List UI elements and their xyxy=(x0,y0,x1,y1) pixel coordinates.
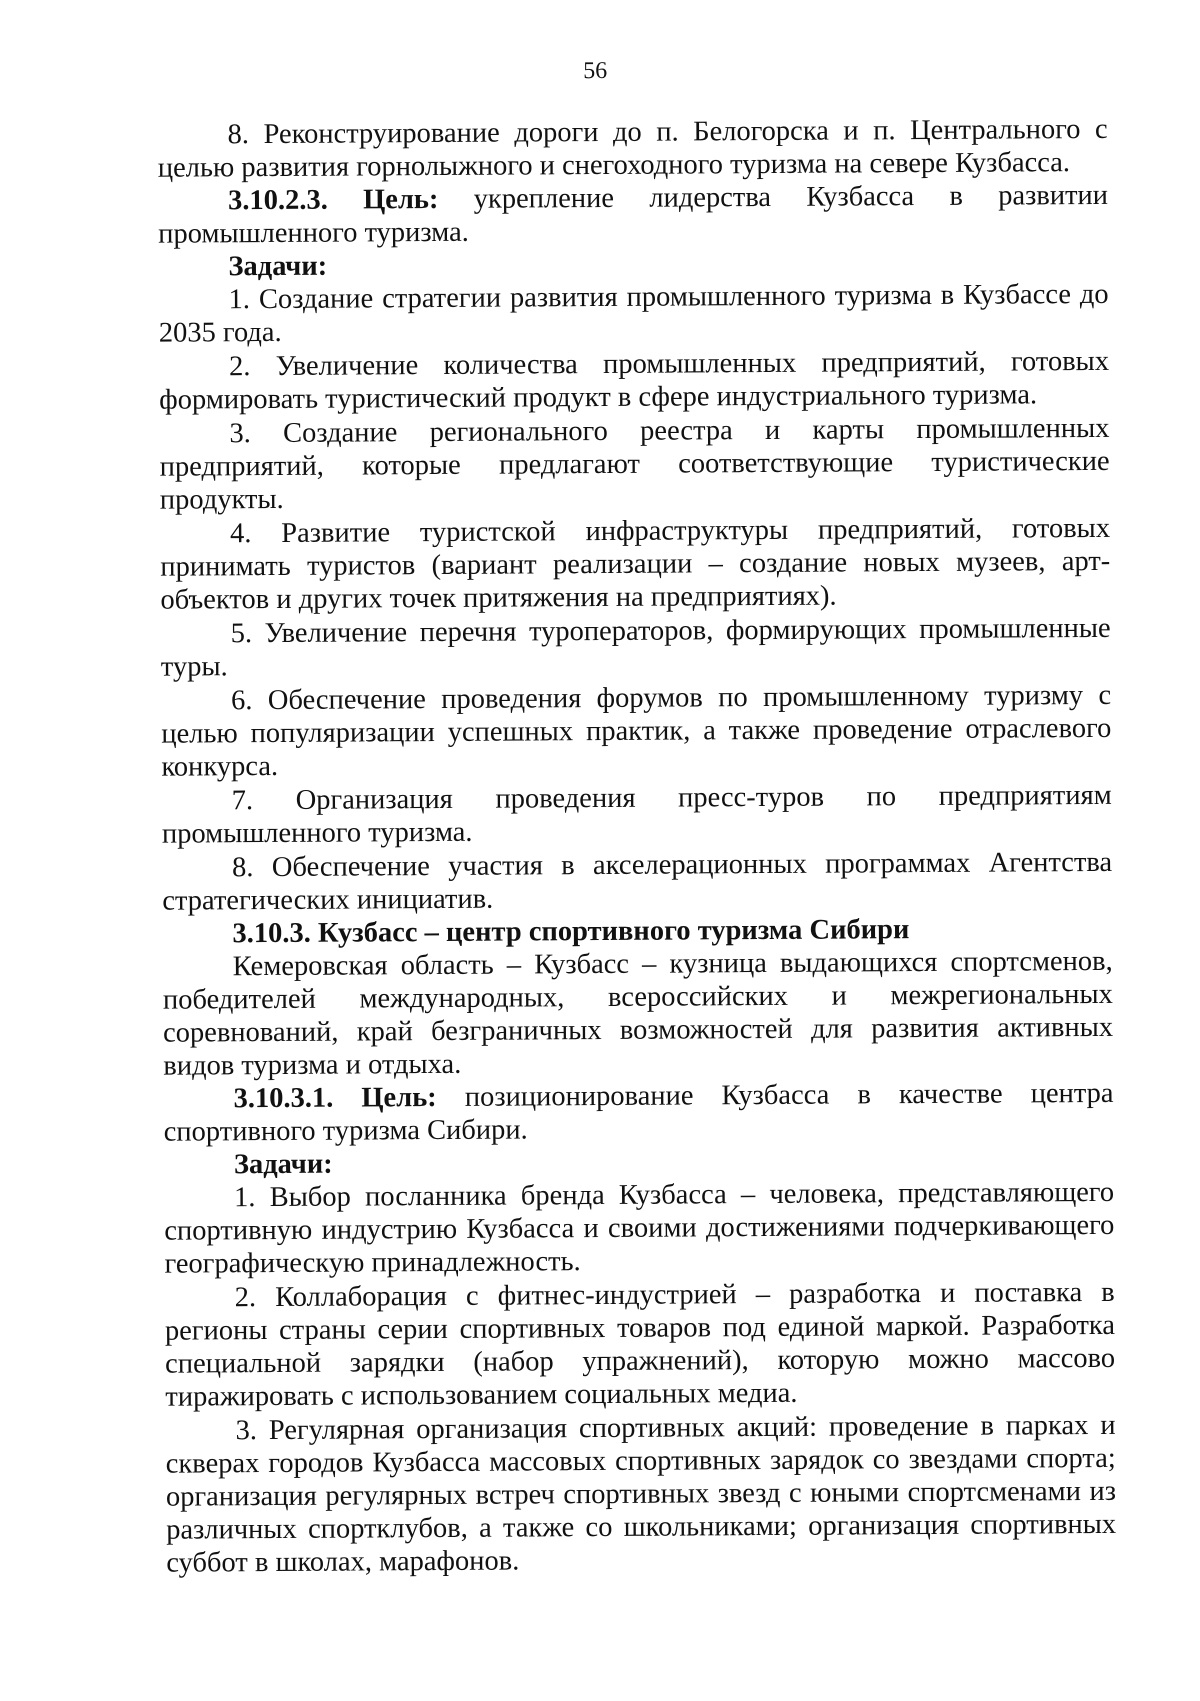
goal-label: Цель: xyxy=(362,183,439,216)
task-item: 1. Выбор посланника бренда Кузбасса – человека, представляющего спортивную индустрию Кузбасса и своими достижениями подчеркивающего географическую принадлежность. xyxy=(164,1176,1115,1280)
task-item: 7. Организация проведения пресс-туров по предприятиям промышленного туризма. xyxy=(161,779,1112,850)
task-item: 8. Обеспечение участия в акселерационных программах Агентства стратегических инициатив. xyxy=(162,846,1113,917)
task-item: 4. Развитие туристской инфраструктуры предприятий, готовых принимать туристов (вариант реализации – создание новых музеев, арт-объектов и других точек притяжения на предприятиях). xyxy=(160,512,1111,616)
goal-number: 3.10.3.1. xyxy=(233,1082,334,1115)
goal-label: Цель: xyxy=(361,1082,437,1114)
goal-3-10-3-1 xyxy=(163,1077,1113,1149)
task-item: 2. Увеличение количества промышленных предприятий, готовых формировать туристический продукт в сфере индустриального туризма. xyxy=(159,345,1110,416)
task-item: 1. Создание стратегии развития промышленного туризма в Кузбассе до 2035 года. xyxy=(158,278,1109,349)
document-body xyxy=(158,113,1117,1580)
goal-text: позиционирование Кузбасса в качестве центра спортивного туризма Сибири. xyxy=(163,1077,1114,1148)
goal-text: укрепление лидерства Кузбасса в развитии промышленного туризма. xyxy=(158,179,1109,250)
task-item: 3. Регулярная организация спортивных акций: проведение в парках и скверах городов Кузбасса массовых спортивных зарядок со звездами спорта; организация регулярных встреч спортивных звезд с юными спортсменами из различных спортклубов, а также со школьниками; организация спортивных суббот в школах, марафонов. xyxy=(165,1409,1117,1579)
paragraph-road-reconstruction: 8. Реконструирование дороги до п. Белогорска и п. Центрального с целью развития горнолыжного и снегоходного туризма на севере Кузбасса. xyxy=(157,113,1108,184)
task-item: 6. Обеспечение проведения форумов по промышленному туризму с целью популяризации успешных практик, а также проведение отраслевого конкурса. xyxy=(161,679,1112,783)
section-heading-3-10-3: 3.10.3. Кузбасс – центр спортивного туризма Сибири xyxy=(232,914,910,950)
task-item: 5. Увеличение перечня туроператоров, формирующих промышленные туры. xyxy=(160,612,1111,683)
page-number: 56 xyxy=(583,57,608,85)
task-item: 3. Создание регионального реестра и карты промышленных предприятий, которые предлагают соответствующие туристические продукты. xyxy=(159,412,1110,516)
goal-3-10-2-3 xyxy=(158,179,1108,251)
tasks-heading: Задачи: xyxy=(228,250,328,283)
paragraph-kemerovo-intro: Кемеровская область – Кузбасс – кузница выдающихся спортсменов, победителей международных, всероссийских и межрегиональных соревнований, край безграничных возможностей для развития активных видов туризма и отдыха. xyxy=(162,945,1114,1082)
goal-number: 3.10.2.3. xyxy=(227,184,328,217)
tasks-heading: Задачи: xyxy=(233,1148,333,1181)
task-item: 2. Коллаборация с фитнес-индустрией – разработка и поставка в регионы страны серии спортивных товаров под единой маркой. Разработка специальной зарядки (набор упражнений), которую можно массово тиражировать с использованием социальных медиа. xyxy=(164,1276,1116,1413)
